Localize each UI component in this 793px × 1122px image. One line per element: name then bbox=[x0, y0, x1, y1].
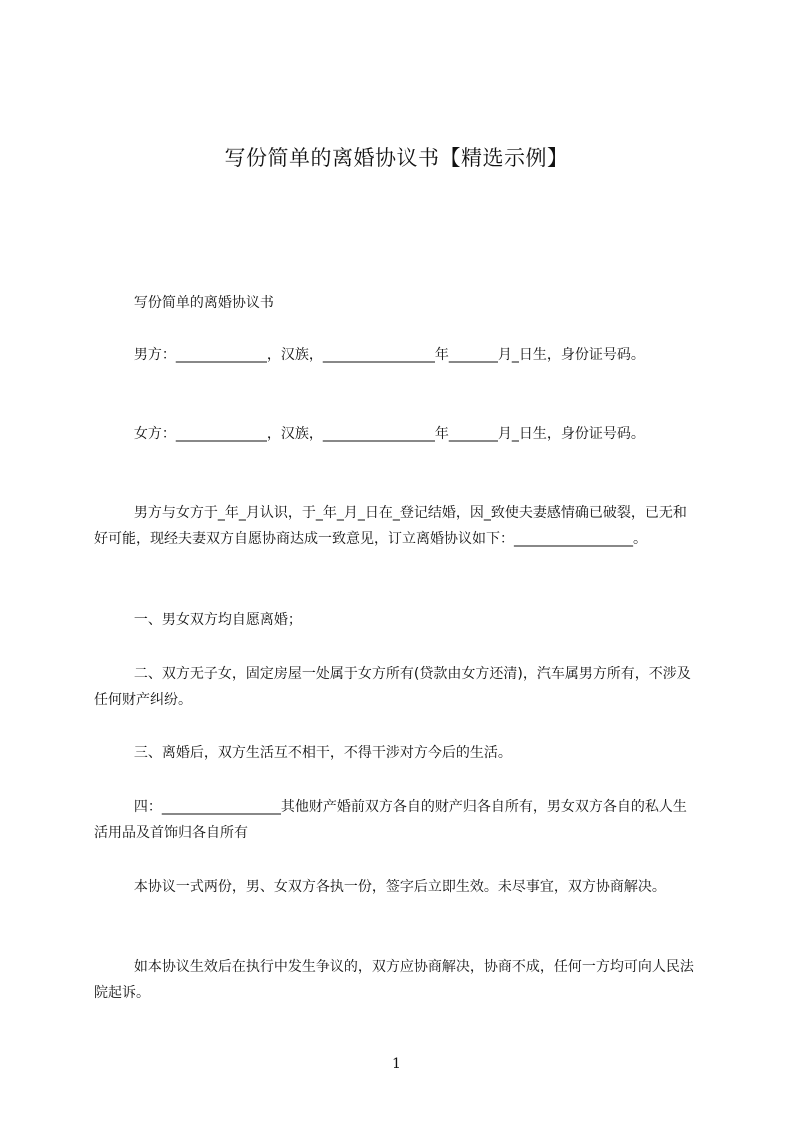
document-subtitle: 写份简单的离婚协议书 bbox=[133, 295, 274, 311]
page-number: 1 bbox=[392, 1056, 401, 1072]
paragraph-male-party: 男方：_____________，汉族，________________年_______月_日生，身份证号码。 bbox=[133, 347, 645, 363]
clause-2: 二、双方无子女，固定房屋一处属于女方所有(贷款由女方还清)，汽车属男方所有，不涉及任何财产纠纷。 bbox=[94, 666, 691, 708]
clause-3: 三、离婚后，双方生活互不相干，不得干涉对方今后的生活。 bbox=[133, 745, 512, 761]
clause-4: 四：_________________其他财产婚前双方各自的财产归各自所有，男女双方各自的私人生活用品及首饰归各自所有 bbox=[94, 799, 687, 841]
clause-1: 一、男女双方均自愿离婚； bbox=[133, 612, 302, 628]
paragraph-copies: 本协议一式两份，男、女双方各执一份，签字后立即生效。未尽事宜，双方协商解决。 bbox=[133, 879, 666, 895]
paragraph-background: 男方与女方于_年_月认识，于_年_月_日在_登记结婚，因_致使夫妻感情确已破裂，已无和好可能，现经夫妻双方自愿协商达成一致意见，订立离婚协议如下：_________________。 bbox=[94, 505, 687, 547]
paragraph-dispute: 如本协议生效后在执行中发生争议的，双方应协商解决，协商不成，任何一方均可向人民法院起诉。 bbox=[94, 959, 694, 1001]
document-title: 写份简单的离婚协议书【精选示例】 bbox=[224, 146, 569, 170]
paragraph-female-party: 女方：_____________，汉族，________________年_______月_日生，身份证号码。 bbox=[133, 426, 645, 442]
